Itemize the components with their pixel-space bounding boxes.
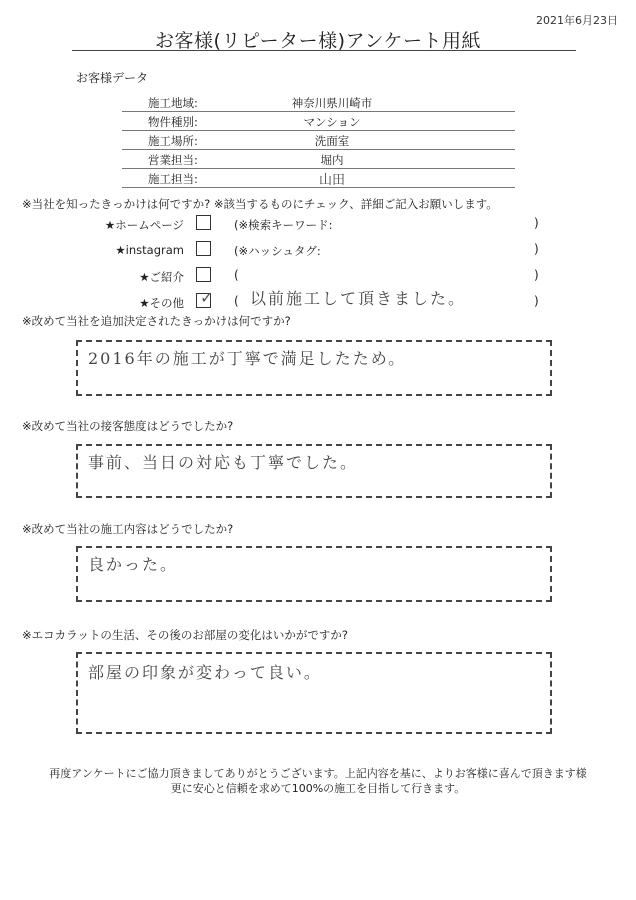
question-2: ※改めて当社の接客態度はどうでしたか? <box>22 419 234 433</box>
customer-row-location <box>122 131 515 150</box>
survey-date: 2021年6月23日 <box>536 14 618 27</box>
customer-field-label: 物件種別: <box>148 115 198 129</box>
source-other-handwritten: 以前施工して頂きました。 <box>250 289 467 308</box>
source-row-instagram <box>0 240 636 260</box>
check-mark-icon: ✓ <box>200 288 214 307</box>
answer-3-handwritten: 良かった。 <box>88 555 179 574</box>
customer-field-label: 施工担当: <box>148 172 198 186</box>
source-checkbox[interactable] <box>196 241 211 256</box>
customer-row-property-type <box>122 112 515 131</box>
source-label: ★instagram <box>115 243 184 257</box>
page-title: お客様(リピーター様)アンケート用紙 <box>155 30 481 52</box>
paren-close: ) <box>534 294 539 308</box>
question-3: ※改めて当社の施工内容はどうでしたか? <box>22 522 234 536</box>
customer-field-value: 神奈川県川崎市 <box>291 96 373 110</box>
title-underline <box>72 50 576 51</box>
customer-field-value: 堀内 <box>320 153 344 167</box>
answer-box-1[interactable] <box>76 340 552 396</box>
answer-4-handwritten: 部屋の印象が変わって良い。 <box>88 663 322 682</box>
customer-field-label: 施工場所: <box>148 134 198 148</box>
question-1: ※改めて当社を追加決定されたきっかけは何ですか? <box>22 314 291 328</box>
question-4: ※エコカラットの生活、その後のお部屋の変化はいかがですか? <box>22 628 349 642</box>
answer-box-4[interactable] <box>76 652 552 734</box>
paren-close: ) <box>534 242 539 256</box>
source-row-homepage <box>0 214 636 234</box>
customer-row-installer <box>122 169 515 188</box>
source-question-heading: ※当社を知ったきっかけは何ですか? ※該当するものにチェック、詳細ご記入お願いします。 <box>22 197 498 211</box>
customer-row-area <box>122 93 515 112</box>
source-row-referral <box>0 266 636 286</box>
paren-close: ) <box>534 216 539 230</box>
customer-field-value: 洗面室 <box>314 134 350 148</box>
answer-1-handwritten: 2016年の施工が丁寧で満足したため。 <box>88 349 407 368</box>
answer-box-2[interactable] <box>76 444 552 498</box>
customer-data-label: お客様データ <box>76 71 149 85</box>
source-checkbox[interactable] <box>196 267 211 282</box>
customer-field-value: マンション <box>303 115 361 129</box>
paren-open: ( <box>234 268 239 282</box>
source-prompt: (※ハッシュタグ: <box>234 244 321 258</box>
customer-data-table <box>122 93 515 188</box>
source-label: ★ご紹介 <box>139 270 184 284</box>
customer-field-label: 営業担当: <box>148 153 198 167</box>
paren-open: ( <box>234 294 239 308</box>
customer-field-value-handwritten: 山田 <box>318 173 345 188</box>
footer-line-2: 更に安心と信頼を求めて100%の施工を目指して行きます。 <box>170 782 466 795</box>
customer-row-sales-rep <box>122 150 515 169</box>
answer-box-3[interactable] <box>76 546 552 602</box>
paren-close: ) <box>534 268 539 282</box>
source-row-other <box>0 288 636 312</box>
source-checkbox[interactable] <box>196 215 211 230</box>
footer-line-1: 再度アンケートにご協力頂きましてありがとうございます。上記内容を基に、よりお客様に喜んで頂きます様 <box>49 767 587 780</box>
source-prompt: (※検索キーワード: <box>234 218 333 232</box>
source-label: ★その他 <box>139 296 184 310</box>
source-label: ★ホームページ <box>104 218 184 232</box>
answer-2-handwritten: 事前、当日の対応も丁寧でした。 <box>88 453 359 472</box>
customer-field-label: 施工地域: <box>148 96 198 110</box>
